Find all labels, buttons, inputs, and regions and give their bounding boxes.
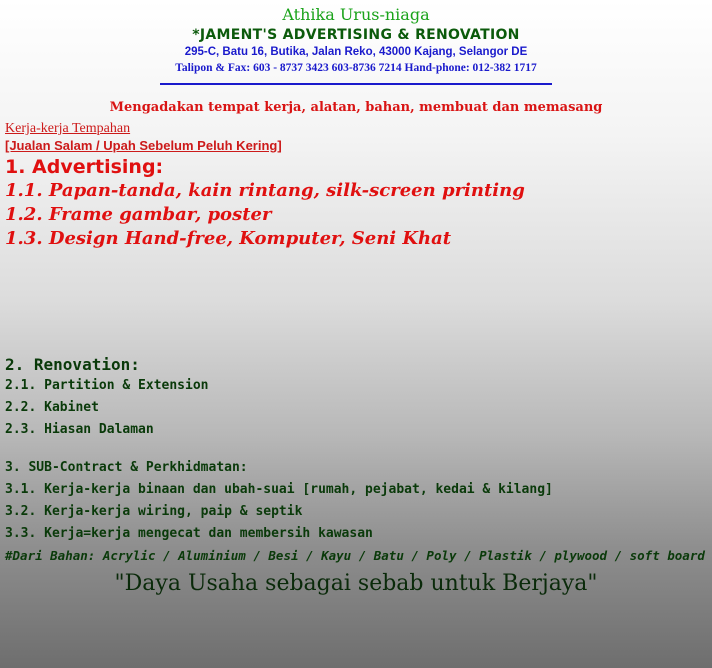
advertising-item: 1.3. Design Hand-free, Komputer, Seni Khat: [5, 228, 452, 249]
subcontract-item: 3.3. Kerja=kerja mengecat dan membersih kawasan: [5, 526, 373, 541]
header: [0, 0, 712, 117]
materials-list: #Dari Bahan: Acrylic / Aluminium / Besi / Kayu / Batu / Poly / Plastik / plywood / soft board: [5, 548, 705, 563]
site-title: Athika Urus-niaga: [282, 5, 430, 24]
subcontract-heading: 3. SUB-Contract & Perkhidmatan:: [5, 460, 248, 475]
advertising-item: 1.1. Papan-tanda, kain rintang, silk-screen printing: [5, 180, 525, 201]
company-address: 295-C, Batu 16, Butika, Jalan Reko, 43000 Kajang, Selangor DE: [184, 46, 528, 58]
renovation-item: 2.2. Kabinet: [5, 400, 99, 415]
contact-phone: Talipon & Fax: 603 - 8737 3423 603-8736 7214 Hand-phone: 012-382 1717: [175, 62, 537, 74]
section-spacer: [5, 441, 712, 457]
services-content: [0, 117, 712, 566]
renovation-item: 2.3. Hiasan Dalaman: [5, 422, 154, 437]
renovation-item: 2.1. Partition & Extension: [5, 378, 209, 393]
custom-work-link[interactable]: Kerja-kerja Tempahan: [5, 121, 131, 136]
company-name: *JAMENT'S ADVERTISING & RENOVATION: [192, 27, 520, 43]
advertising-heading: 1. Advertising:: [5, 156, 164, 178]
motto: "Daya Usaha sebagai sebab untuk Berjaya": [114, 571, 598, 596]
renovation-heading: 2. Renovation:: [5, 355, 140, 374]
payment-note: [Jualan Salam / Upah Sebelum Peluh Kering]: [5, 138, 282, 153]
header-divider: [160, 83, 552, 85]
tagline: Mengadakan tempat kerja, alatan, bahan, membuat dan memasang: [109, 100, 603, 115]
advertising-item: 1.2. Frame gambar, poster: [5, 204, 272, 225]
subcontract-item: 3.1. Kerja-kerja binaan dan ubah-suai [rumah, pejabat, kedai & kilang]: [5, 482, 553, 497]
subcontract-item: 3.2. Kerja-kerja wiring, paip & septik: [5, 504, 303, 519]
